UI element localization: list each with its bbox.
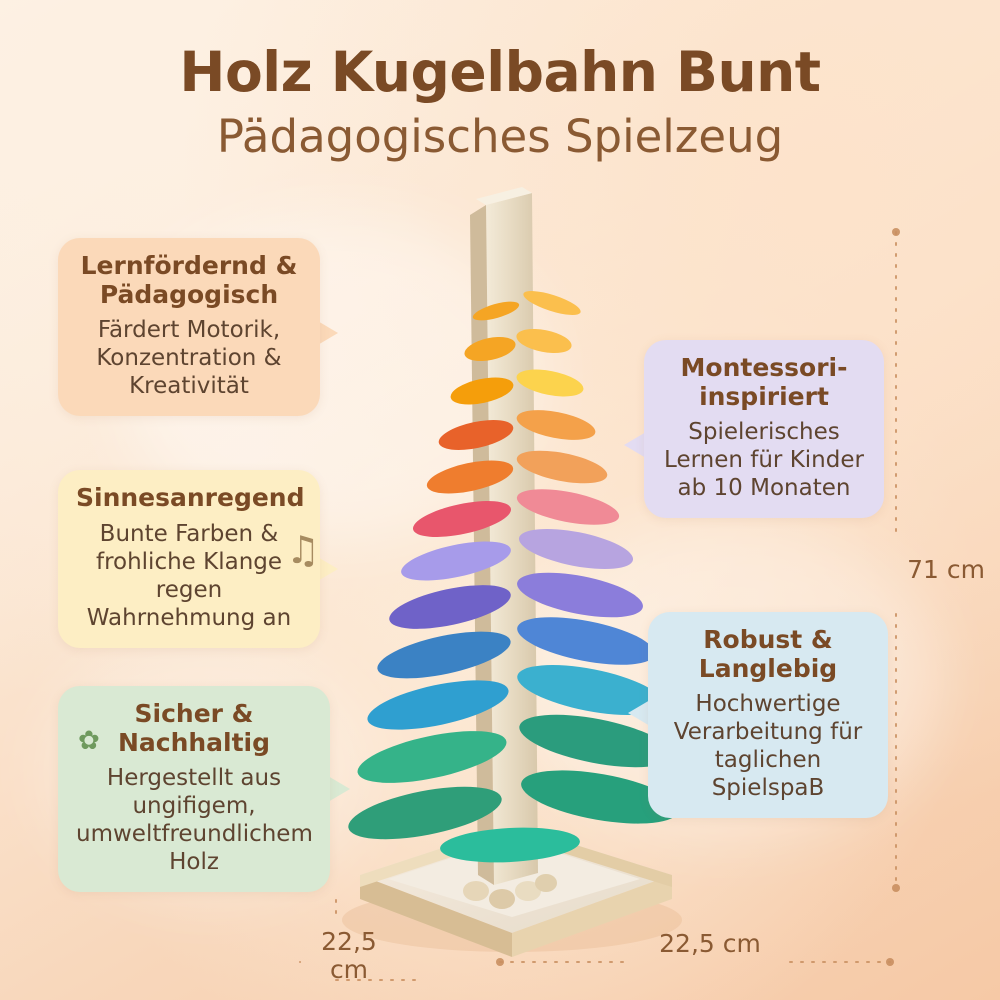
dimension-height: 71 cm — [907, 555, 985, 584]
feature-title: Sinnesanregend — [76, 483, 305, 512]
feature-title: Sicher & Nachhaltig — [117, 699, 271, 757]
bubble-tail — [628, 700, 650, 726]
music-note-icon: ♫ — [286, 528, 321, 572]
feature-title: Robust & Langlebig — [698, 625, 838, 683]
feature-body: Hergestellt aus ungifigem, umweltfreundlichem Holz — [76, 765, 313, 876]
feature-body: Färdert Motorik, Konzentration & Kreativität — [96, 317, 282, 400]
bubble-tail — [328, 776, 350, 802]
product-illustration — [300, 185, 720, 975]
feature-card-lernfoerdernd — [58, 238, 320, 416]
feature-title: Lernfördernd & Pädagogisch — [80, 251, 298, 309]
bubble-tail — [624, 432, 646, 458]
feature-card-robust — [648, 612, 888, 818]
feature-card-sinnesanregend — [58, 470, 320, 648]
leaf-icon: ✿ — [78, 726, 100, 756]
feature-body: Spielerisches Lernen für Kinder ab 10 Monaten — [664, 419, 864, 502]
page-title: Holz Kugelbahn Bunt — [179, 40, 821, 104]
feature-body: Bunte Farben & frohliche Klange regen Wahrnehmung an — [86, 520, 292, 631]
dimension-depth: 22,5 cm — [321, 927, 377, 984]
feature-title: Montessori-inspiriert — [680, 353, 848, 411]
feature-card-montessori — [644, 340, 884, 518]
page-subtitle: Pädagogisches Spielzeug — [216, 109, 784, 163]
feature-body: Hochwertige Verarbeitung für taglichen SpielspaB — [673, 691, 863, 802]
header — [0, 40, 1000, 163]
dimension-width: 22,5 cm — [659, 929, 761, 958]
feature-card-sicher — [58, 686, 330, 892]
